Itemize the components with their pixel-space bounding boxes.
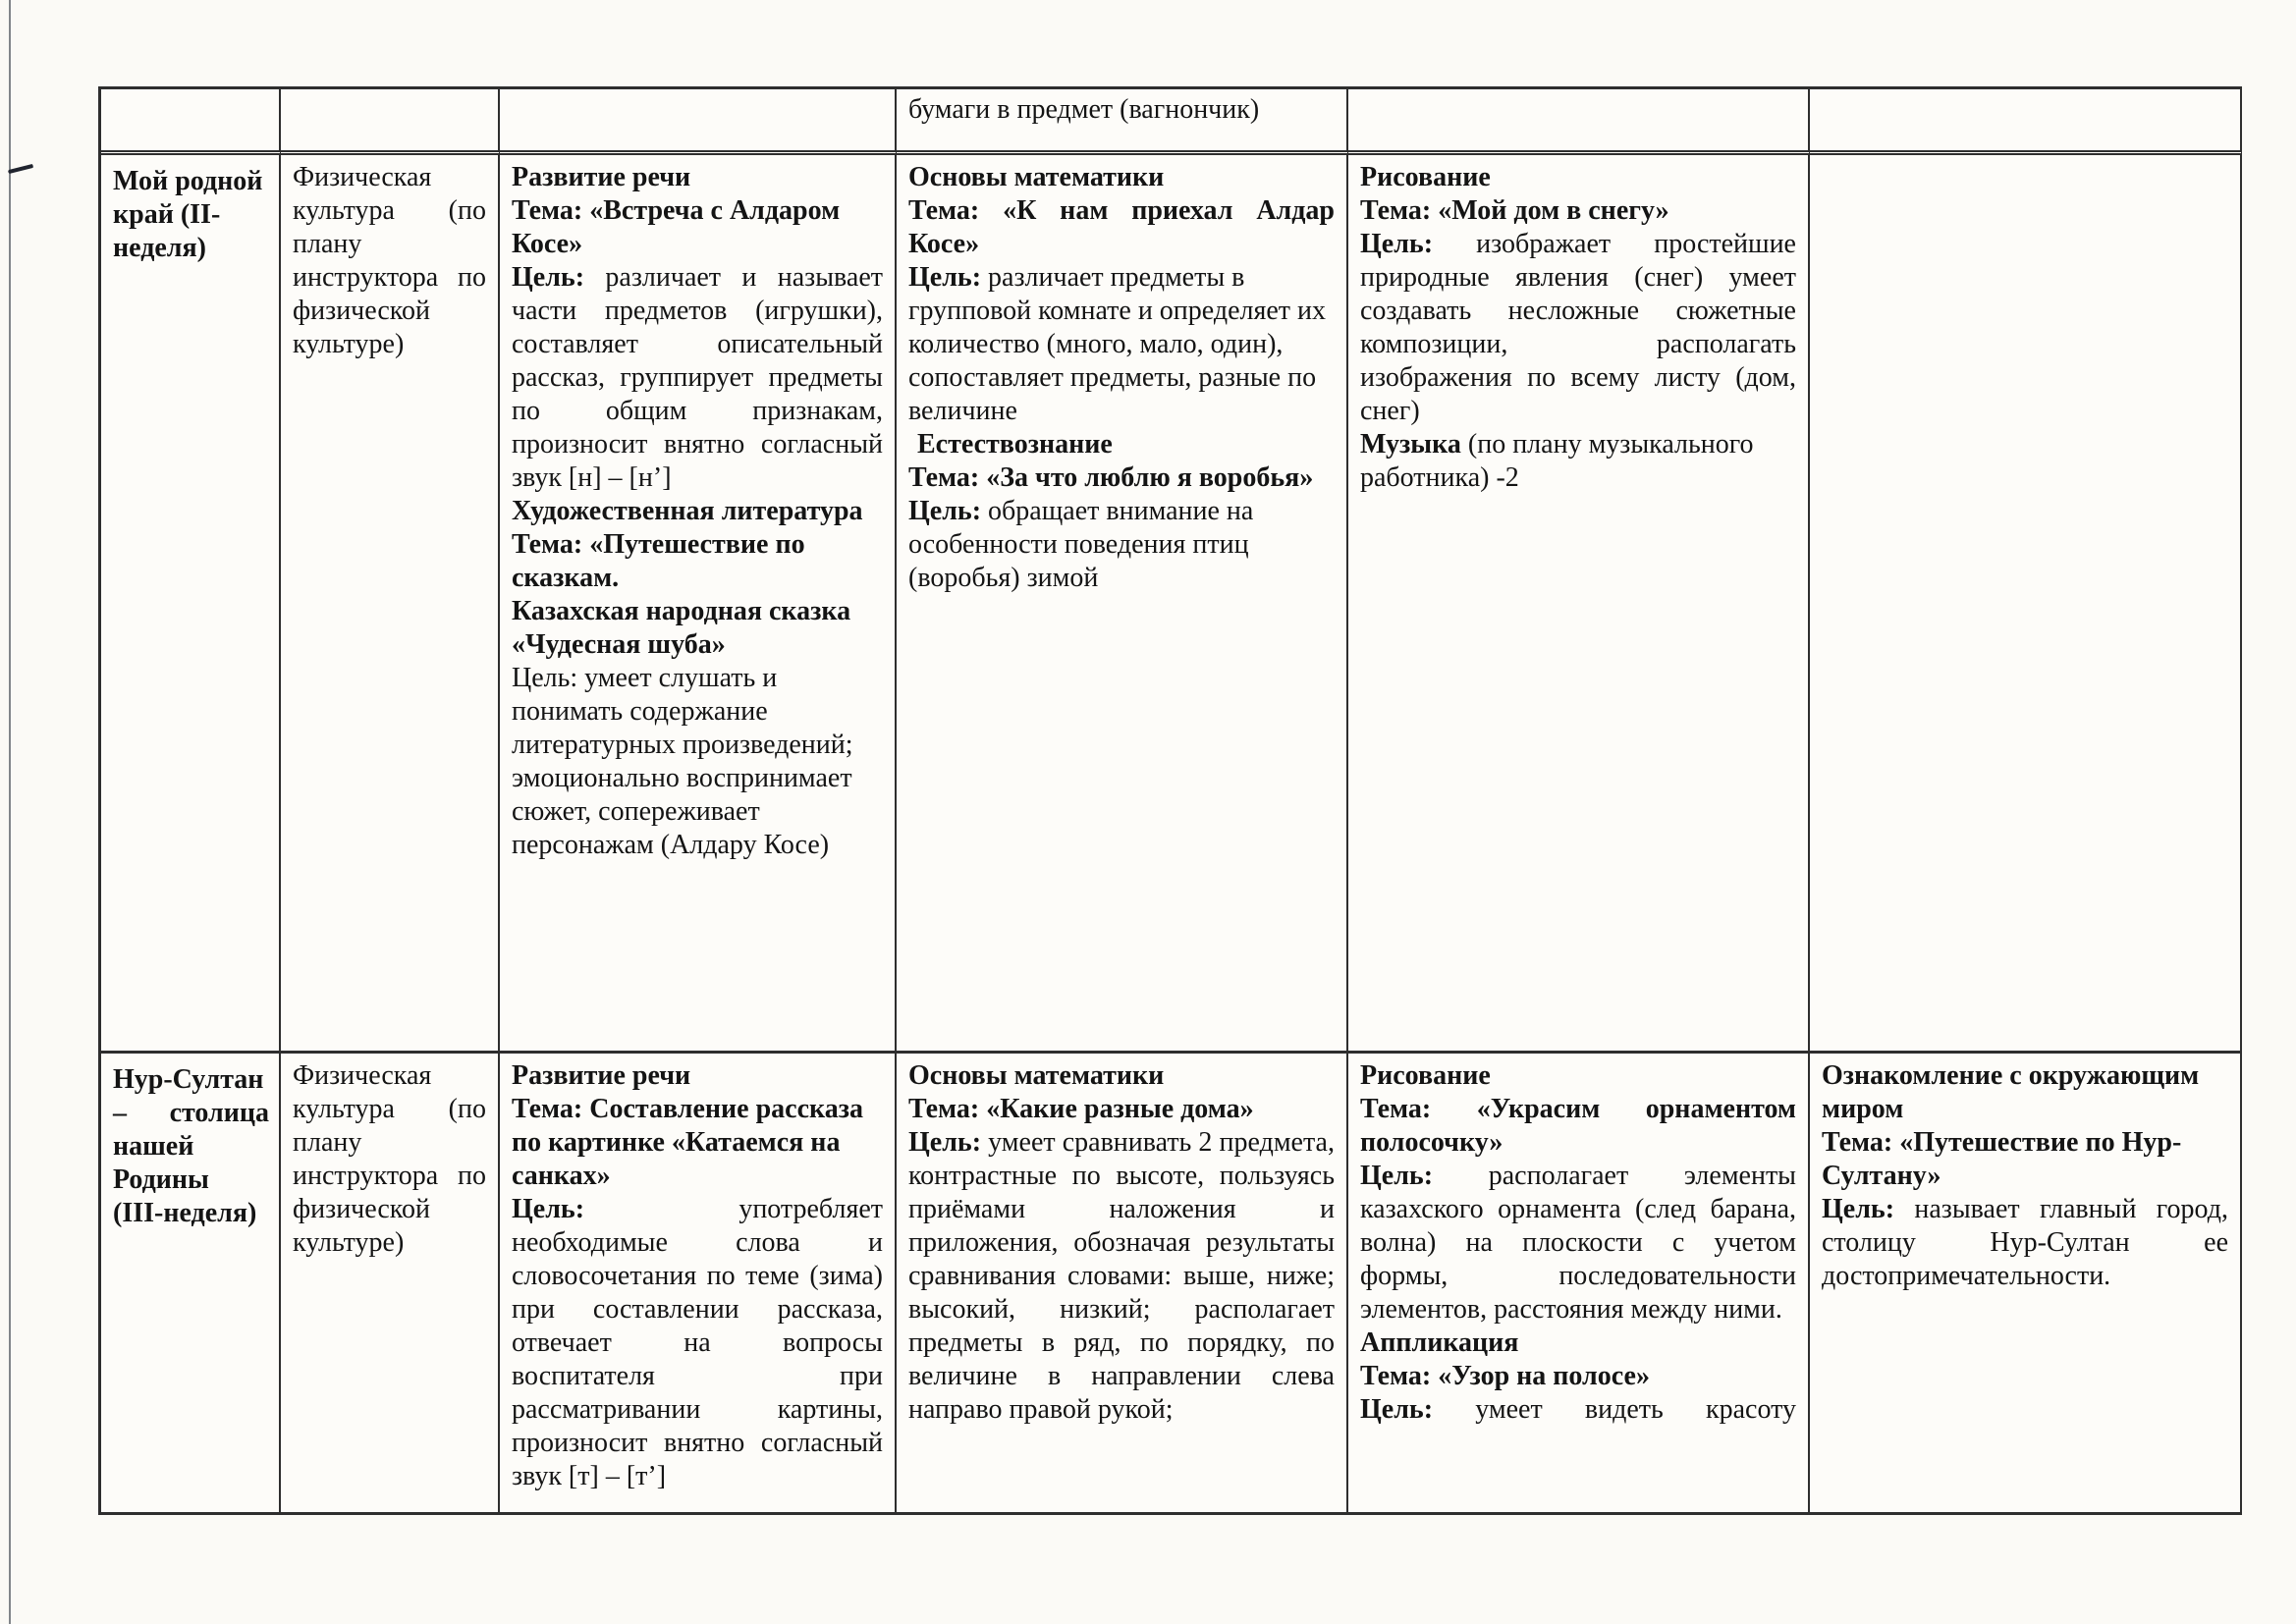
- scan-page-edge-line: [9, 0, 11, 1624]
- table-cell-week3-physical-culture: Физическая культура (по плану инструктора по физической культуре): [281, 1054, 500, 1515]
- table-cell-week3-drawing-and-applique: Рисование Тема: «Украсим орнаментом полосочку» Цель: располагает элементы казахского орнамента (след барана, волна) на плоскости с учетом формы, последовательности элементов, расстояния между ними. Аппликация Тема: «Узор на полосе» Цель: умеет видеть красоту: [1348, 1054, 1810, 1515]
- table-cell-week2-physical-culture: Физическая культура (по плану инструктора по физической культуре): [281, 155, 500, 1054]
- table-cell-week2-drawing-and-music: Рисование Тема: «Мой дом в снегу» Цель: изображает простейшие природные явления (снег) умеет создавать несложные сюжетные композиции, располагать изображения по всему листу (дом, снег) Музыка (по плану музыкального работника) -2: [1348, 155, 1810, 1054]
- table-cell-week3-world: Ознакомление с окружающим миром Тема: «Путешествие по Нур-Султану» Цель: называет главный город, столицу Нур-Султан ее достопримечательности.: [1810, 1054, 2242, 1515]
- table-cell-week-label-empty: [101, 89, 281, 155]
- table-cell-continuation-text: бумаги в предмет (вагнончик): [897, 89, 1348, 155]
- table-cell-empty: [1810, 89, 2242, 155]
- pen-tick-mark: [8, 164, 33, 174]
- table-cell-week2-speech-and-literature: Развитие речи Тема: «Встреча с Алдаром Косе» Цель: различает и называет части предметов (игрушки), составляет описательный рассказ, группирует предметы по общим признакам, произносит внятно согласный звук [н] – [н’] Художественная литература Тема: «Путешествие по сказкам. Казахская народная сказка «Чудесная шуба» Цель: умеет слушать и понимать содержание литературных произведений; эмоционально воспринимает сюжет, сопереживает персонажам (Алдару Косе): [500, 155, 897, 1054]
- table-cell-week3-speech: Развитие речи Тема: Составление рассказа по картинке «Катаемся на санках» Цель: употребляет необходимые слова и словосочетания по теме (зима) при составлении рассказа, отвечает на вопросы воспитателя при рассматривании картины, произносит внятно согласный звук [т] – [т’]: [500, 1054, 897, 1515]
- lesson-plan-table: [98, 86, 2242, 1515]
- table-cell-empty: [1348, 89, 1810, 155]
- table-cell-week2-math-and-science: Основы математики Тема: «К нам приехал Алдар Косе» Цель: различает предметы в групповой комнате и определяет их количество (много, мало, один), сопоставляет предметы, разные по величине Естествознание Тема: «За что люблю я воробья» Цель: обращает внимание на особенности поведения птиц (воробья) зимой: [897, 155, 1348, 1054]
- table-cell-empty: [500, 89, 897, 155]
- table-cell-week3-title: Нур-Султан – столица нашей Родины (III-неделя): [101, 1054, 281, 1515]
- table-cell-week2-title: Мой родной край (II-неделя): [101, 155, 281, 1054]
- table-cell-empty: [281, 89, 500, 155]
- table-cell-week2-world-empty: [1810, 155, 2242, 1054]
- table-cell-week3-math: Основы математики Тема: «Какие разные дома» Цель: умеет сравнивать 2 предмета, контрастные по высоте, пользуясь приёмами наложения и приложения, обозначая результаты сравнивания словами: выше, ниже; высокий, низкий; располагает предметы в ряд, по порядку, по величине в направлении слева направо правой рукой;: [897, 1054, 1348, 1515]
